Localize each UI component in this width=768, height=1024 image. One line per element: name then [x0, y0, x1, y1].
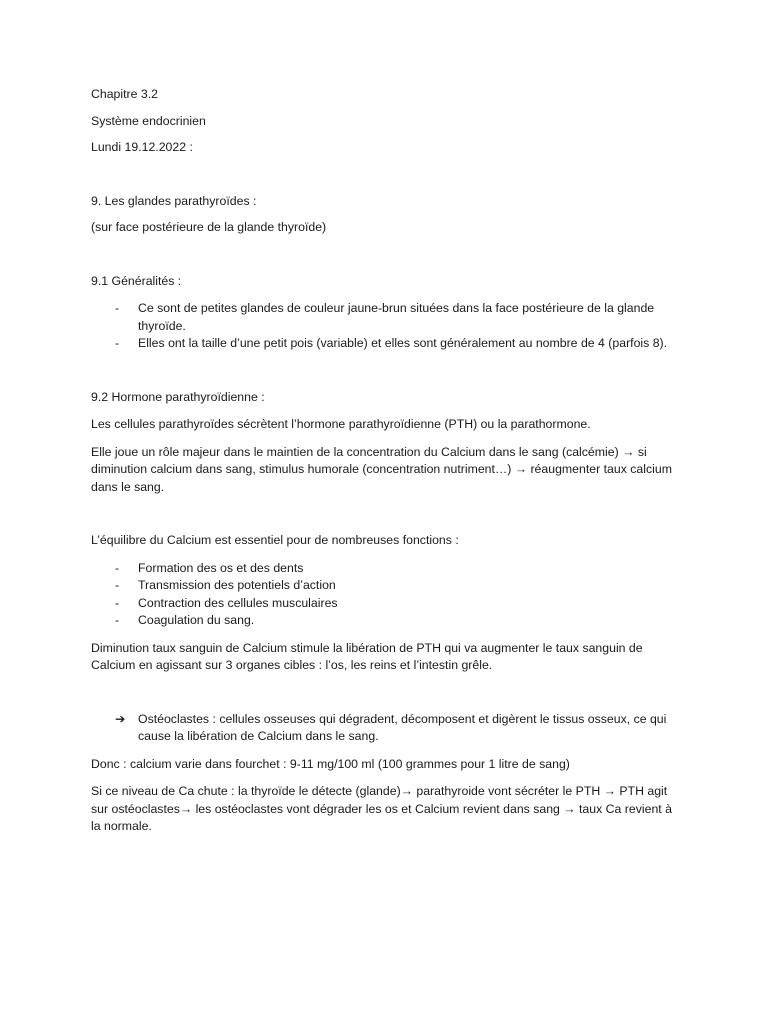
calcemie-paragraph: Elle joue un rôle majeur dans le maintien de la concentration du Calcium dans le sang (calcémie) → si diminution calcium dans sang, stimulus humorale (concentration nutriment…) → réaugmenter taux calcium dans le sang.	[91, 444, 672, 494]
dash-bullet: -	[115, 578, 120, 592]
dash-bullet: -	[115, 560, 120, 575]
dash-bullet: -	[115, 301, 120, 315]
list-item-text: Elles ont la taille d’une petit pois (variable) et elles sont généralement au nombre de 4 (parfois 8).	[138, 336, 668, 350]
subject-heading: Système endocrinien	[91, 113, 206, 128]
arrow-bullet-icon: ➔	[115, 711, 126, 726]
list-item-text: Transmission des potentiels d’action	[138, 578, 336, 592]
list-item	[91, 577, 681, 595]
list-item-text: Ce sont de petites glandes de couleur jaune-brun situées dans la face postérieure de la glande thyroïde.	[138, 301, 655, 333]
pth-paragraph: Les cellules parathyroïdes sécrètent l’hormone parathyroïdienne (PTH) ou la parathormone.	[91, 417, 591, 431]
list-item	[91, 595, 681, 613]
section-9-1-title: 9.1 Généralités :	[91, 273, 182, 288]
section-9-title: 9. Les glandes parathyroïdes :	[91, 193, 257, 208]
osteoclastes-text: Ostéoclastes : cellules osseuses qui dégradent, décomposent et digèrent le tissus osseux, ce qui cause la libération de Calcium dans le sang.	[138, 711, 667, 743]
document-page	[91, 86, 681, 836]
dash-bullet: -	[115, 613, 120, 627]
calcium-range-paragraph: Donc : calcium varie dans fourchet : 9-11 mg/100 ml (100 grammes pour 1 litre de sang)	[91, 756, 570, 771]
list-item	[91, 560, 681, 578]
section-9-2-title: 9.2 Hormone parathyroïdienne :	[91, 389, 265, 404]
list-item	[91, 335, 681, 353]
list-item-text: Coagulation du sang.	[138, 613, 255, 627]
dash-bullet: -	[115, 595, 120, 610]
section-9-subtitle: (sur face postérieure de la glande thyroïde)	[91, 220, 327, 234]
chapter-heading: Chapitre 3.2	[91, 87, 158, 101]
calcium-functions-intro: L’équilibre du Calcium est essentiel pour de nombreuses fonctions :	[91, 533, 459, 547]
list-item-text: Contraction des cellules musculaires	[138, 595, 338, 610]
generalites-list	[91, 300, 681, 353]
target-organs-paragraph: Diminution taux sanguin de Calcium stimule la libération de PTH qui va augmenter le taux sanguin de Calcium en agissant sur 3 organes cibles : l’os, les reins et l’intestin grêle.	[91, 640, 643, 672]
list-item	[91, 612, 681, 630]
functions-list	[91, 560, 681, 630]
dash-bullet: -	[115, 336, 120, 350]
list-item	[91, 300, 681, 335]
regulation-paragraph: Si ce niveau de Ca chute : la thyroïde le détecte (glande)→ parathyroide vont sécréter le PTH → PTH agit sur ostéoclastes→ les ostéoclastes vont dégrader les os et Calcium revient dans sang → taux Ca revient à la normale.	[91, 784, 672, 833]
list-item-text: Formation des os et des dents	[138, 560, 304, 575]
osteoclastes-item	[91, 711, 681, 746]
date-heading: Lundi 19.12.2022 :	[91, 140, 193, 154]
